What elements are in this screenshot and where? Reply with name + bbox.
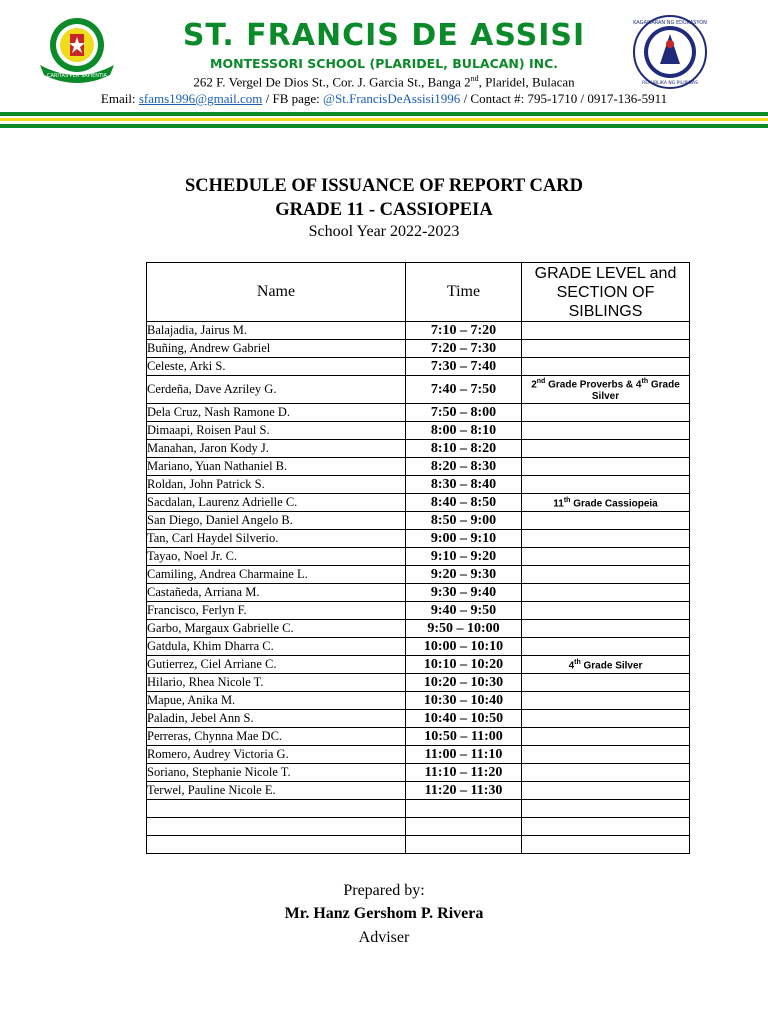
time-slot: 11:20 – 11:30	[406, 782, 522, 800]
table-row	[147, 340, 690, 358]
time-slot: 9:20 – 9:30	[406, 566, 522, 584]
table-row	[147, 512, 690, 530]
sibling-info	[522, 340, 690, 358]
time-slot: 8:30 – 8:40	[406, 476, 522, 494]
table-row	[147, 440, 690, 458]
student-name: Celeste, Arki S.	[147, 358, 406, 376]
sibling-info	[522, 602, 690, 620]
time-slot: 9:50 – 10:00	[406, 620, 522, 638]
time-slot: 7:10 – 7:20	[406, 322, 522, 340]
student-name: Balajadia, Jairus M.	[147, 322, 406, 340]
time-slot: 10:40 – 10:50	[406, 710, 522, 728]
student-name: Sacdalan, Laurenz Adrielle C.	[147, 494, 406, 512]
table-row	[147, 358, 690, 376]
student-name: Mapue, Anika M.	[147, 692, 406, 710]
empty-cell	[406, 800, 522, 818]
school-subtitle: MONTESSORI SCHOOL (PLARIDEL, BULACAN) INC.	[210, 56, 558, 71]
sibling-info	[522, 358, 690, 376]
seal-text-bottom: REPUBLIKA NG PILIPINAS	[642, 81, 698, 86]
sibling-info	[522, 422, 690, 440]
table-row	[147, 656, 690, 674]
table-row	[147, 376, 690, 404]
sibling-info	[522, 548, 690, 566]
school-name: ST. FRANCIS DE ASSISI	[182, 18, 586, 53]
time-slot: 11:00 – 11:10	[406, 746, 522, 764]
time-slot: 7:30 – 7:40	[406, 358, 522, 376]
email-label: Email:	[100, 91, 136, 106]
student-name: Tayao, Noel Jr. C.	[147, 548, 406, 566]
document-title: SCHEDULE OF ISSUANCE OF REPORT CARD	[184, 176, 583, 196]
time-slot: 10:00 – 10:10	[406, 638, 522, 656]
table-row	[147, 782, 690, 800]
grade-section-title: GRADE 11 - CASSIOPEIA	[275, 200, 493, 220]
table-row	[147, 764, 690, 782]
student-name: Gatdula, Khim Dharra C.	[147, 638, 406, 656]
time-slot: 10:20 – 10:30	[406, 674, 522, 692]
table-row	[147, 584, 690, 602]
empty-cell	[522, 800, 690, 818]
sibling-info	[522, 620, 690, 638]
empty-cell	[147, 836, 406, 854]
table-row	[147, 404, 690, 422]
empty-row	[147, 818, 690, 836]
sibling-info	[522, 440, 690, 458]
time-slot: 8:40 – 8:50	[406, 494, 522, 512]
student-name: Mariano, Yuan Nathaniel B.	[147, 458, 406, 476]
table-row	[147, 458, 690, 476]
empty-row	[147, 836, 690, 854]
table-row	[147, 548, 690, 566]
fb-label: / FB page:	[265, 91, 320, 106]
time-slot: 7:40 – 7:50	[406, 376, 522, 404]
sibling-info	[522, 710, 690, 728]
table-row	[147, 692, 690, 710]
sibling-info: 4th Grade Silver	[522, 656, 690, 674]
header-time: Time	[406, 263, 522, 322]
student-name: San Diego, Daniel Angelo B.	[147, 512, 406, 530]
table-header-row	[147, 263, 690, 322]
empty-cell	[147, 800, 406, 818]
table-row	[147, 620, 690, 638]
time-slot: 9:00 – 9:10	[406, 530, 522, 548]
sibling-info: 11th Grade Cassiopeia	[522, 494, 690, 512]
sibling-info	[522, 638, 690, 656]
student-name: Camiling, Andrea Charmaine L.	[147, 566, 406, 584]
sibling-info	[522, 746, 690, 764]
time-slot: 11:10 – 11:20	[406, 764, 522, 782]
logo-motto: CARITAS PER SAPIENTIA	[47, 73, 107, 79]
sibling-info	[522, 566, 690, 584]
sibling-info	[522, 674, 690, 692]
time-slot: 10:30 – 10:40	[406, 692, 522, 710]
contact-numbers: / Contact #: 795-1710 / 0917-136-5911	[463, 91, 668, 106]
student-name: Perreras, Chynna Mae DC.	[147, 728, 406, 746]
table-row	[147, 728, 690, 746]
header-divider-yellow	[0, 118, 768, 121]
student-name: Terwel, Pauline Nicole E.	[147, 782, 406, 800]
sibling-info	[522, 692, 690, 710]
empty-cell	[522, 818, 690, 836]
student-name: Roldan, John Patrick S.	[147, 476, 406, 494]
adviser-role: Adviser	[358, 929, 410, 946]
prepared-by-label: Prepared by:	[343, 882, 425, 899]
table-row	[147, 746, 690, 764]
header-divider-green	[0, 112, 768, 116]
time-slot: 9:30 – 9:40	[406, 584, 522, 602]
student-name: Garbo, Margaux Gabrielle C.	[147, 620, 406, 638]
sibling-info	[522, 530, 690, 548]
school-address: 262 F. Vergel De Dios St., Cor. J. Garcia St., Banga 2nd, Plaridel, Bulacan	[193, 74, 575, 90]
table-row	[147, 322, 690, 340]
time-slot: 8:10 – 8:20	[406, 440, 522, 458]
sibling-info	[522, 782, 690, 800]
table-row	[147, 566, 690, 584]
header-name: Name	[147, 263, 406, 322]
table-row	[147, 422, 690, 440]
contact-line	[0, 91, 768, 107]
schedule-table	[146, 262, 690, 854]
empty-cell	[147, 818, 406, 836]
empty-cell	[522, 836, 690, 854]
student-name: Paladin, Jebel Ann S.	[147, 710, 406, 728]
student-name: Dela Cruz, Nash Ramone D.	[147, 404, 406, 422]
header-divider-green-2	[0, 124, 768, 128]
student-name: Soriano, Stephanie Nicole T.	[147, 764, 406, 782]
sibling-info	[522, 458, 690, 476]
table-row	[147, 476, 690, 494]
table-row	[147, 530, 690, 548]
time-slot: 10:50 – 11:00	[406, 728, 522, 746]
table-row	[147, 602, 690, 620]
table-row	[147, 638, 690, 656]
school-year: School Year 2022-2023	[308, 223, 460, 240]
empty-row	[147, 800, 690, 818]
email-link[interactable]: sfams1996@gmail.com	[138, 91, 263, 106]
table-row	[147, 674, 690, 692]
time-slot: 10:10 – 10:20	[406, 656, 522, 674]
adviser-name: Mr. Hanz Gershom P. Rivera	[284, 905, 484, 922]
fb-page-link[interactable]: @St.FrancisDeAssisi1996	[323, 91, 461, 106]
time-slot: 9:40 – 9:50	[406, 602, 522, 620]
sibling-info	[522, 322, 690, 340]
table-row	[147, 710, 690, 728]
time-slot: 8:00 – 8:10	[406, 422, 522, 440]
sibling-info	[522, 512, 690, 530]
sibling-info	[522, 404, 690, 422]
sibling-info	[522, 476, 690, 494]
header-siblings: GRADE LEVEL and SECTION OF SIBLINGS	[522, 263, 690, 322]
student-name: Francisco, Ferlyn F.	[147, 602, 406, 620]
student-name: Manahan, Jaron Kody J.	[147, 440, 406, 458]
student-name: Hilario, Rhea Nicole T.	[147, 674, 406, 692]
empty-cell	[406, 818, 522, 836]
time-slot: 8:50 – 9:00	[406, 512, 522, 530]
student-name: Dimaapi, Roisen Paul S.	[147, 422, 406, 440]
time-slot: 9:10 – 9:20	[406, 548, 522, 566]
time-slot: 7:50 – 8:00	[406, 404, 522, 422]
student-name: Romero, Audrey Victoria G.	[147, 746, 406, 764]
sibling-info	[522, 728, 690, 746]
student-name: Castañeda, Arriana M.	[147, 584, 406, 602]
table-row	[147, 494, 690, 512]
time-slot: 8:20 – 8:30	[406, 458, 522, 476]
student-name: Cerdeña, Dave Azriley G.	[147, 376, 406, 404]
sibling-info	[522, 584, 690, 602]
student-name: Buñing, Andrew Gabriel	[147, 340, 406, 358]
sibling-info	[522, 764, 690, 782]
student-name: Tan, Carl Haydel Silverio.	[147, 530, 406, 548]
time-slot: 7:20 – 7:30	[406, 340, 522, 358]
empty-cell	[406, 836, 522, 854]
student-name: Gutierrez, Ciel Arriane C.	[147, 656, 406, 674]
sibling-info: 2nd Grade Proverbs & 4th Grade Silver	[522, 376, 690, 404]
seal-text: KAGAWARAN NG EDUKASYON	[633, 20, 707, 26]
